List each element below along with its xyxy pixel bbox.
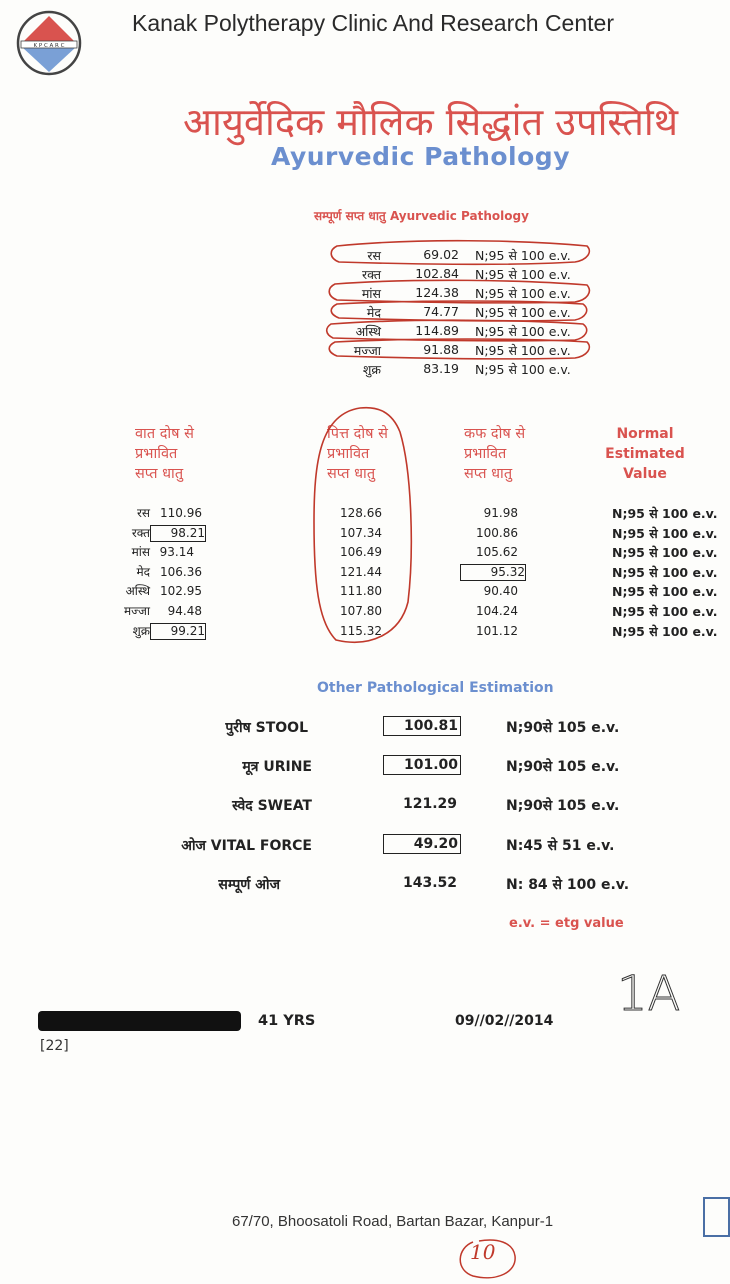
table-row: रस 110.96 — [136, 506, 202, 520]
boxed-value: 49.20 — [383, 834, 461, 854]
dhatu-name: रस — [367, 248, 381, 263]
boxed-value: 98.21 — [150, 525, 206, 542]
logo-text: K P C A R C — [33, 43, 65, 49]
section1-heading: सम्पूर्ण सप्त धातु Ayurvedic Pathology — [314, 209, 529, 223]
dhatu-range: N;95 से 100 e.v. — [475, 286, 571, 301]
clinic-address: 67/70, Bhoosatoli Road, Bartan Bazar, Kanpur-1 — [232, 1213, 554, 1230]
normal-header: Normal Estimated Value — [605, 426, 685, 482]
page-reference: [22] — [40, 1038, 69, 1054]
patient-age: 41 YRS — [258, 1013, 316, 1029]
dhatu-range: N;95 से 100 e.v. — [475, 248, 571, 263]
boxed-value: 99.21 — [150, 623, 206, 640]
dhatu-value: 114.89 — [415, 323, 459, 338]
table-row: मज्जा 94.48 — [123, 603, 202, 618]
report-mark: 1A — [617, 966, 681, 1022]
dhatu-value: 91.88 — [423, 342, 459, 357]
table-row: मेद 106.36 — [136, 564, 202, 579]
title-hindi: आयुर्वेदिक मौलिक सिद्धांत उपस्तिथि — [182, 100, 678, 144]
dhatu-name: शुक्र — [362, 362, 381, 377]
dhatu-range: N;95 से 100 e.v. — [475, 324, 571, 339]
kapha-header: कफ दोष से प्रभावित सप्त धातु — [464, 426, 526, 482]
normal-column: N;95 से 100 e.v. N;95 से 100 e.v. N;95 से 100 e.v. N;95 से 100 e.v. N;95 से 100 e.v. N;95 से 100 e.v. N;95 से 100 e.v. — [612, 506, 718, 639]
dhatu-name: रक्त — [362, 267, 381, 282]
dhatu-name: मांस — [361, 286, 381, 301]
dhatu-range: N;95 से 100 e.v. — [475, 305, 571, 320]
dhatu-range: N;95 से 100 e.v. — [475, 343, 571, 358]
dhatu-range: N;95 से 100 e.v. — [475, 267, 571, 282]
dhatu-value: 69.02 — [423, 247, 459, 262]
boxed-value: 101.00 — [383, 755, 461, 775]
dhatu-value: 102.84 — [415, 266, 459, 281]
boxed-value: 95.32 — [460, 564, 526, 581]
title-english: Ayurvedic Pathology — [270, 142, 570, 171]
stamp-icon — [703, 1197, 730, 1237]
other-heading: Other Pathological Estimation — [317, 680, 554, 696]
dhatu-name: अस्थि — [355, 324, 381, 339]
dhatu-name: मेद — [366, 305, 381, 320]
vata-header: वात दोष से प्रभावित सप्त धातु — [135, 426, 194, 482]
report-date: 09//02//2014 — [455, 1013, 554, 1029]
dhatu-value: 124.38 — [415, 285, 459, 300]
table-row: रक्त 98.21 — [131, 525, 205, 540]
dhatu-value: 74.77 — [423, 304, 459, 319]
table-row: मांस 93.14 — [131, 545, 194, 560]
clinic-name: Kanak Polytherapy Clinic And Research Center — [132, 10, 614, 36]
dhatu-range: N;95 से 100 e.v. — [475, 362, 571, 377]
pitta-header: पित्त दोष से प्रभावित सप्त धातु — [327, 426, 388, 482]
dhatu-value: 83.19 — [423, 361, 459, 376]
table-row: शुक्र 99.21 — [132, 623, 205, 638]
hand-written-number: 10 — [470, 1240, 496, 1264]
other-table: पुरीष STOOL 100.81 N;90से 105 e.v. मूत्र URINE 101.00 N;90से 105 e.v. स्वेद SWEAT 121.29 N;90से 105 e.v. ओज VITAL FORCE 49.20 N:45 से 51 e.v. सम्पूर्ण ओज 143.52 N: 84 से 100 e.v. — [181, 718, 630, 893]
boxed-value: 100.81 — [383, 716, 461, 736]
pitta-column: 128.66 107.34 106.49 121.44 111.80 107.80 115.32 — [340, 506, 382, 638]
kapha-column: 91.98 100.86 105.62 95.32 90.40 104.24 101.12 — [460, 504, 518, 641]
table-row: अस्थि 102.95 — [125, 584, 202, 599]
redacted-patient-name — [38, 1011, 241, 1031]
dhatu-name: मज्जा — [353, 343, 381, 358]
etg-footnote: e.v. = etg value — [509, 916, 624, 931]
